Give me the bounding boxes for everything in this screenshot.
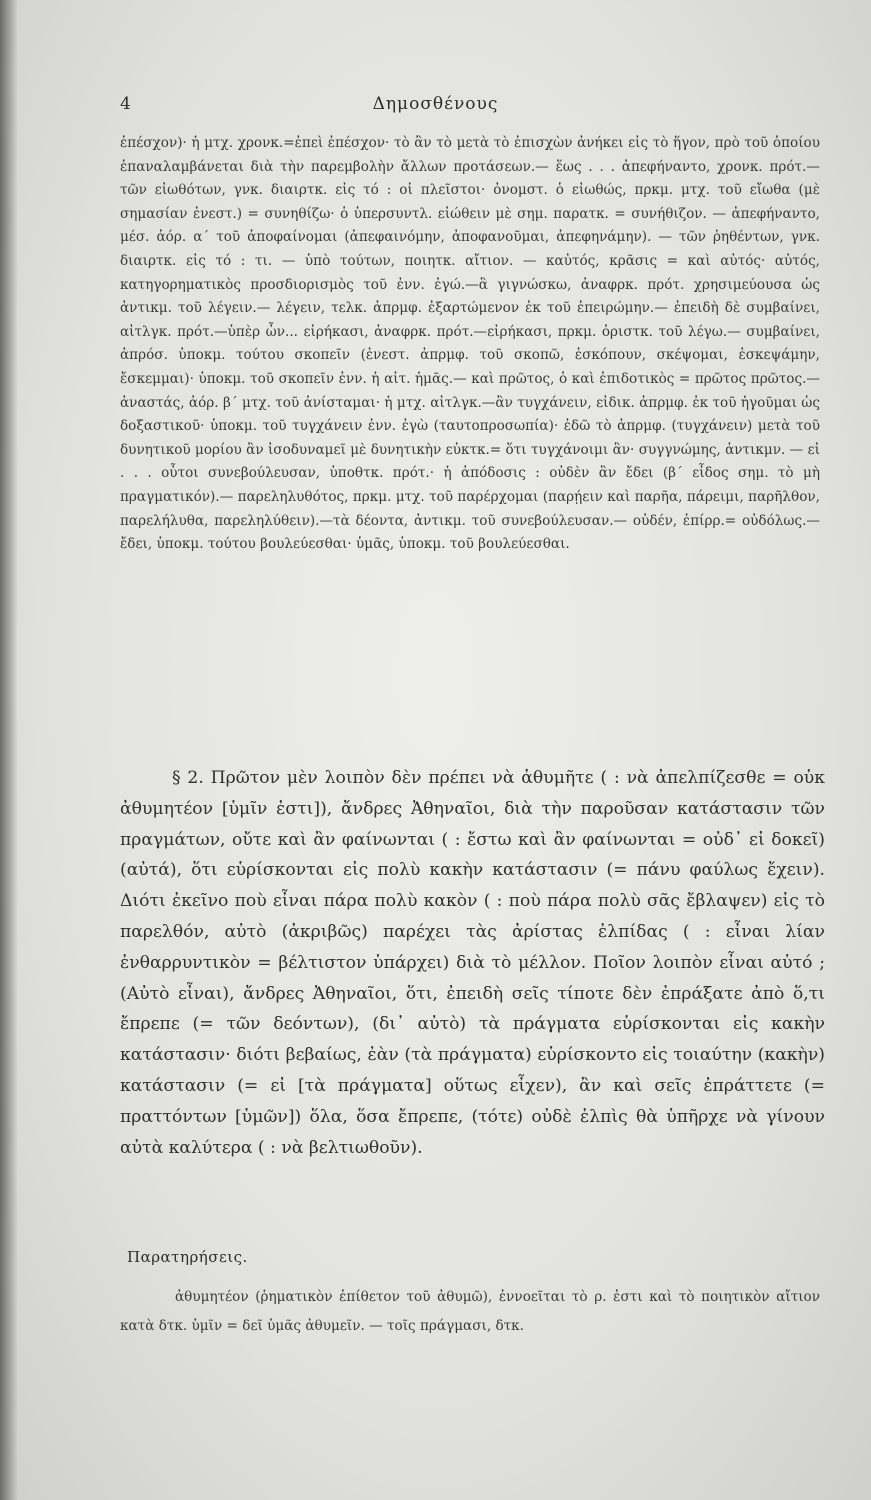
page-header xyxy=(0,94,871,118)
page-number: 4 xyxy=(120,94,131,114)
section-2 xyxy=(120,763,825,1163)
notes-block xyxy=(120,1283,820,1341)
page-edge-shadow xyxy=(0,0,18,1500)
notes-heading: Παρατηρήσεις. xyxy=(127,1248,248,1266)
commentary-text: ἐπέσχον)· ἡ μτχ. χρονκ.=ἐπεὶ ἐπέσχον· τὸ ἂν τὸ μετὰ τὸ ἐπισχὼν ἀνήκει εἰς τὸ ἥγον, πρὸ τοῦ ὁποίου ἐπαναλαμβάνεται διὰ τὴν παρεμβολὴν ἄλλων προτάσεων.— ἕως . . . ἀπεφήναντο, χρονκ. πρότ.— τῶν εἰωθότων, γνκ. διαιρτκ. εἰς τό : οἱ πλεῖστοι· ὀνομστ. ὁ εἰωθώς, πρκμ. μτχ. τοῦ εἴωθα (μὲ σημασίαν ἐνεστ.) = συνηθίζω· ὁ ὑπερσυντλ. εἰώθειν μὲ σημ. παρατκ. = συνήθιζον. — ἀπεφήναντο, μέσ. ἀόρ. α΄ τοῦ ἀποφαίνομαι (ἀπεφαινόμην, ἀποφανοῦμαι, ἀπεφηνάμην). — τῶν ῥηθέντων, γνκ. διαιρτκ. εἰς τό : τι. — ὑπὸ τούτων, ποιητκ. αἴτιον. — καὐτός, κρᾶσις = καὶ αὐτός· αὐτός, κατηγορηματικὸς προσδιορισμὸς τοῦ ἐνν. ἐγώ.—ἃ γιγνώσκω, ἀναφρκ. πρότ. χρησιμεύουσα ὡς ἀντικμ. τοῦ λέγειν.— λέγειν, τελκ. ἀπρμφ. ἐξαρτώμενον ἐκ τοῦ ἐπειρώμην.— ἐπειδὴ δὲ συμβαίνει, αἰτλγκ. πρότ.—ὑπὲρ ὧν... εἰρήκασι, ἀναφρκ. πρότ.—εἰρήκασι, πρκμ. ὁριστκ. τοῦ λέγω.— συμβαίνει, ἀπρόσ. ὑποκμ. τούτου σκοπεῖν (ἐνεστ. ἀπρμφ. τοῦ σκοπῶ, ἐσκόπουν, σκέψομαι, ἐσκεψάμην, ἔσκεμμαι)· ὑποκμ. τοῦ σκοπεῖν ἐνν. ἡ αἰτ. ἡμᾶς.— καὶ πρῶτος, ὁ καὶ ἐπιδοτικὸς = πρῶτος πρῶτος.—ἀναστάς, ἀόρ. β΄ μτχ. τοῦ ἀνίσταμαι· ἡ μτχ. αἰτλγκ.—ἂν τυγχάνειν, εἰδικ. ἀπρμφ. ἐκ τοῦ ἡγοῦμαι ὡς δοξαστικοῦ· ὑποκμ. τοῦ τυγχάνειν ἐνν. ἐγὼ (ταυτοπροσωπία)· ἐδῶ τὸ ἀπρμφ. (τυγχάνειν) μετὰ τοῦ δυνητικοῦ μορίου ἂν ἰσοδυναμεῖ μὲ δυνητικὴν εὐκτκ.= ὅτι τυγχάνοιμι ἂν· συγγνώμης, ἀντικμν. — εἰ . . . οὗτοι συνεβούλευσαν, ὑποθτκ. πρότ.· ἡ ἀπόδοσις : οὐδὲν ἂν ἔδει (β΄ εἶδος σημ. τὸ μὴ πραγματικόν).— παρεληλυθότος, πρκμ. μτχ. τοῦ παρέρχομαι (παρῄειν καὶ παρῆα, πάρειμι, παρῆλθον, παρελήλυθα, παρεληλύθειν).—τὰ δέοντα, ἀντικμ. τοῦ συνεβούλευσαν.— οὐδέν, ἐπίρρ.= οὐδόλως.— ἔδει, ὑποκμ. τούτου βουλεύεσθαι· ὑμᾶς, ὑποκμ. τοῦ βουλεύεσθαι. xyxy=(120,135,820,553)
running-title: Δημοσθένους xyxy=(372,94,499,114)
commentary-block xyxy=(120,132,820,557)
section-2-text: § 2. Πρῶτον μὲν λοιπὸν δὲν πρέπει νὰ ἀθυμῆτε ( : νὰ ἀπελπίζεσθε = οὐκ ἀθυμητέον [ὑμῖν ἐστι]), ἄνδρες Ἀθηναῖοι, διὰ τὴν παροῦσαν κατάστασιν τῶν πραγμάτων, οὔτε καὶ ἂν φαίνωνται ( : ἔστω καὶ ἂν φαίνωνται = οὐδ᾿ εἰ δοκεῖ) (αὐτά), ὅτι εὑρίσκονται εἰς πολὺ κακὴν κατάστασιν (= πάνυ φαύλως ἔχειν). Διότι ἐκεῖνο ποὺ εἶναι πάρα πολὺ κακὸν ( : ποὺ πάρα πολὺ σᾶς ἔβλαψεν) εἰς τὸ παρελθόν, αὐτὸ (ἀκριβῶς) παρέχει τὰς ἀρίστας ἐλπίδας ( : εἶναι λίαν ἐνθαρρυντικὸν = βέλτιστον ὑπάρχει) διὰ τὸ μέλλον. Ποῖον λοιπὸν εἶναι αὐτό ; (Αὐτὸ εἶναι), ἄνδρες Ἀθηναῖοι, ὅτι, ἐπειδὴ σεῖς τίποτε δὲν ἐπράξατε ἀπὸ ὅ,τι ἔπρεπε (= τῶν δεόντων), (δι᾿ αὐτὸ) τὰ πράγματα εὑρίσκονται εἰς κακὴν κατάστασιν· διότι βεβαίως, ἐὰν (τὰ πράγματα) εὑρίσκοντο εἰς τοιαύτην (κακὴν) κατάστασιν (= εἰ [τὰ πράγματα] οὕτως εἶχεν), ἂν καὶ σεῖς ἐπράττετε (= πραττόντων [ὑμῶν]) ὅλα, ὅσα ἔπρεπε, (τότε) οὐδὲ ἐλπὶς θὰ ὑπῆρχε νὰ γίνουν αὐτὰ καλύτερα ( : νὰ βελτιωθοῦν). xyxy=(120,768,825,1158)
notes-text: ἀθυμητέον (ῥηματικὸν ἐπίθετον τοῦ ἀθυμῶ), ἐννοεῖται τὸ ρ. ἐστι καὶ τὸ ποιητικὸν αἴτιον κατὰ δτκ. ὑμῖν = δεῖ ὑμᾶς ἀθυμεῖν. — τοῖς πράγμασι, δτκ. xyxy=(120,1289,820,1334)
